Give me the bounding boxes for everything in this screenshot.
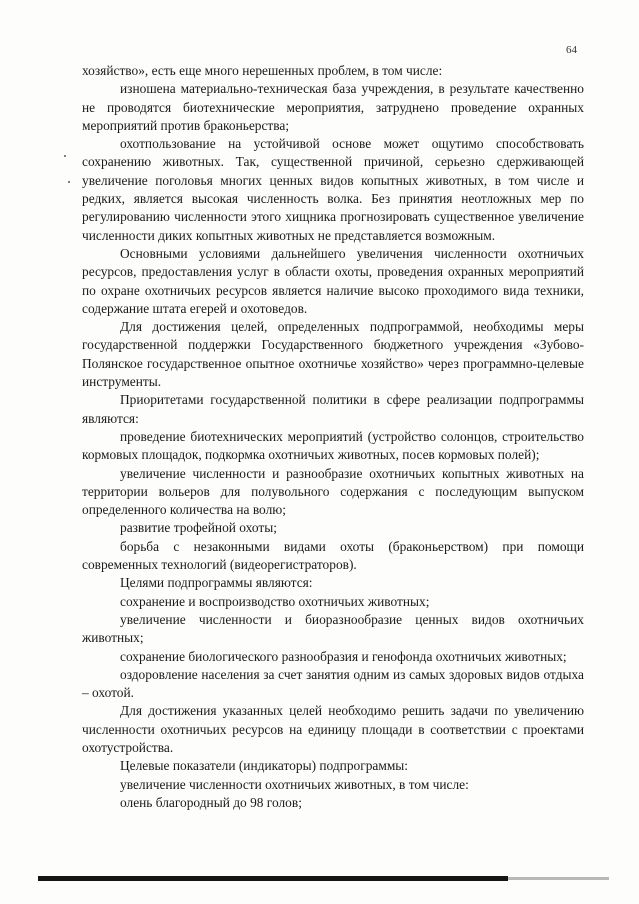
paragraph-goals-intro: Целями подпрограммы являются:: [120, 575, 313, 591]
paragraph-priorities-intro: Приоритетами государственной политики в сфере реализации подпрограммы являются:: [82, 392, 584, 426]
goal-preservation: сохранение и воспроизводство охотничьих животных;: [120, 593, 430, 609]
goal-biodiversity-valuable: увеличение численности и биоразнообразие ценных видов охотничьих животных;: [82, 611, 584, 646]
page-number: 64: [566, 44, 577, 56]
indicator-red-deer: олень благородный до 98 голов;: [120, 794, 302, 810]
paragraph-continuation: хозяйство», есть еще много нерешенных проблем, в том числе:: [82, 63, 443, 78]
paragraph-indicators-intro: Целевые показатели (индикаторы) подпрограммы:: [120, 758, 409, 774]
paragraph-hunting-use: охотпользование на устойчивой основе может ощутимо способствовать сохранению животных. Так, существенной причиной, серьезно сдерживающей увеличение поголовья многих ценных видов копытных животных, в том числе и редких, является высокая численность волка. Без принятия неотложных мер по регулированию численности этого хищника прогнозировать существенное увеличение численности диких копытных животных не представляется возможным.: [82, 136, 584, 243]
paragraph-tasks: Для достижения указанных целей необходимо решить задачи по увеличению численности охотничьих ресурсов на единицу площади в соответствии с проектами охотустройства.: [82, 703, 584, 755]
scan-edge-bar-faint: [508, 877, 609, 880]
priority-poaching: борьба с незаконными видами охоты (браконьерством) при помощи современных технологий (видеорегистраторов).: [82, 538, 584, 573]
scan-speck: [68, 181, 70, 183]
paragraph-state-support: Для достижения целей, определенных подпрограммой, необходимы меры государственной поддержки Государственного бюджетного учреждения «Зубово-Полянское государственное опытное охотничье хозяйство» через программно-целевые инструменты.: [82, 319, 584, 390]
scan-edge-bar: [38, 876, 508, 881]
goal-health: оздоровление населения за счет занятия одним из самых здоровых видов отдыха – охотой.: [82, 666, 584, 701]
scan-speck: [64, 155, 66, 157]
priority-ungulates: увеличение численности и разнообразие охотничьих копытных животных на территории вольеров для полувольного содержания с последующим выпуском определенного количества на волю;: [82, 465, 584, 518]
goal-genepool: сохранение биологического разнообразия и генофонда охотничьих животных;: [120, 648, 567, 664]
priority-trophy-hunting: развитие трофейной охоты;: [120, 520, 277, 536]
priority-biotechnical: проведение биотехнических мероприятий (устройство солонцов, строительство кормовых площадок, подкормка охотничьих животных, посев кормовых полей);: [82, 428, 584, 463]
paragraph-main-conditions: Основными условиями дальнейшего увеличения численности охотничьих ресурсов, предоставления услуг в области охоты, проведения охранных мероприятий по охране охотничьих ресурсов является наличие высоко проходимого вида техники, содержание штата егерей и охотоведов.: [82, 245, 584, 316]
paragraph-worn-equipment: изношена материально-техническая база учреждения, в результате качественно не проводятся биотехнические мероприятия, затруднено проведение охранных мероприятий против браконьерства;: [82, 81, 584, 133]
indicator-population: увеличение численности охотничьих животных, в том числе:: [120, 776, 469, 792]
document-body: [82, 62, 584, 812]
